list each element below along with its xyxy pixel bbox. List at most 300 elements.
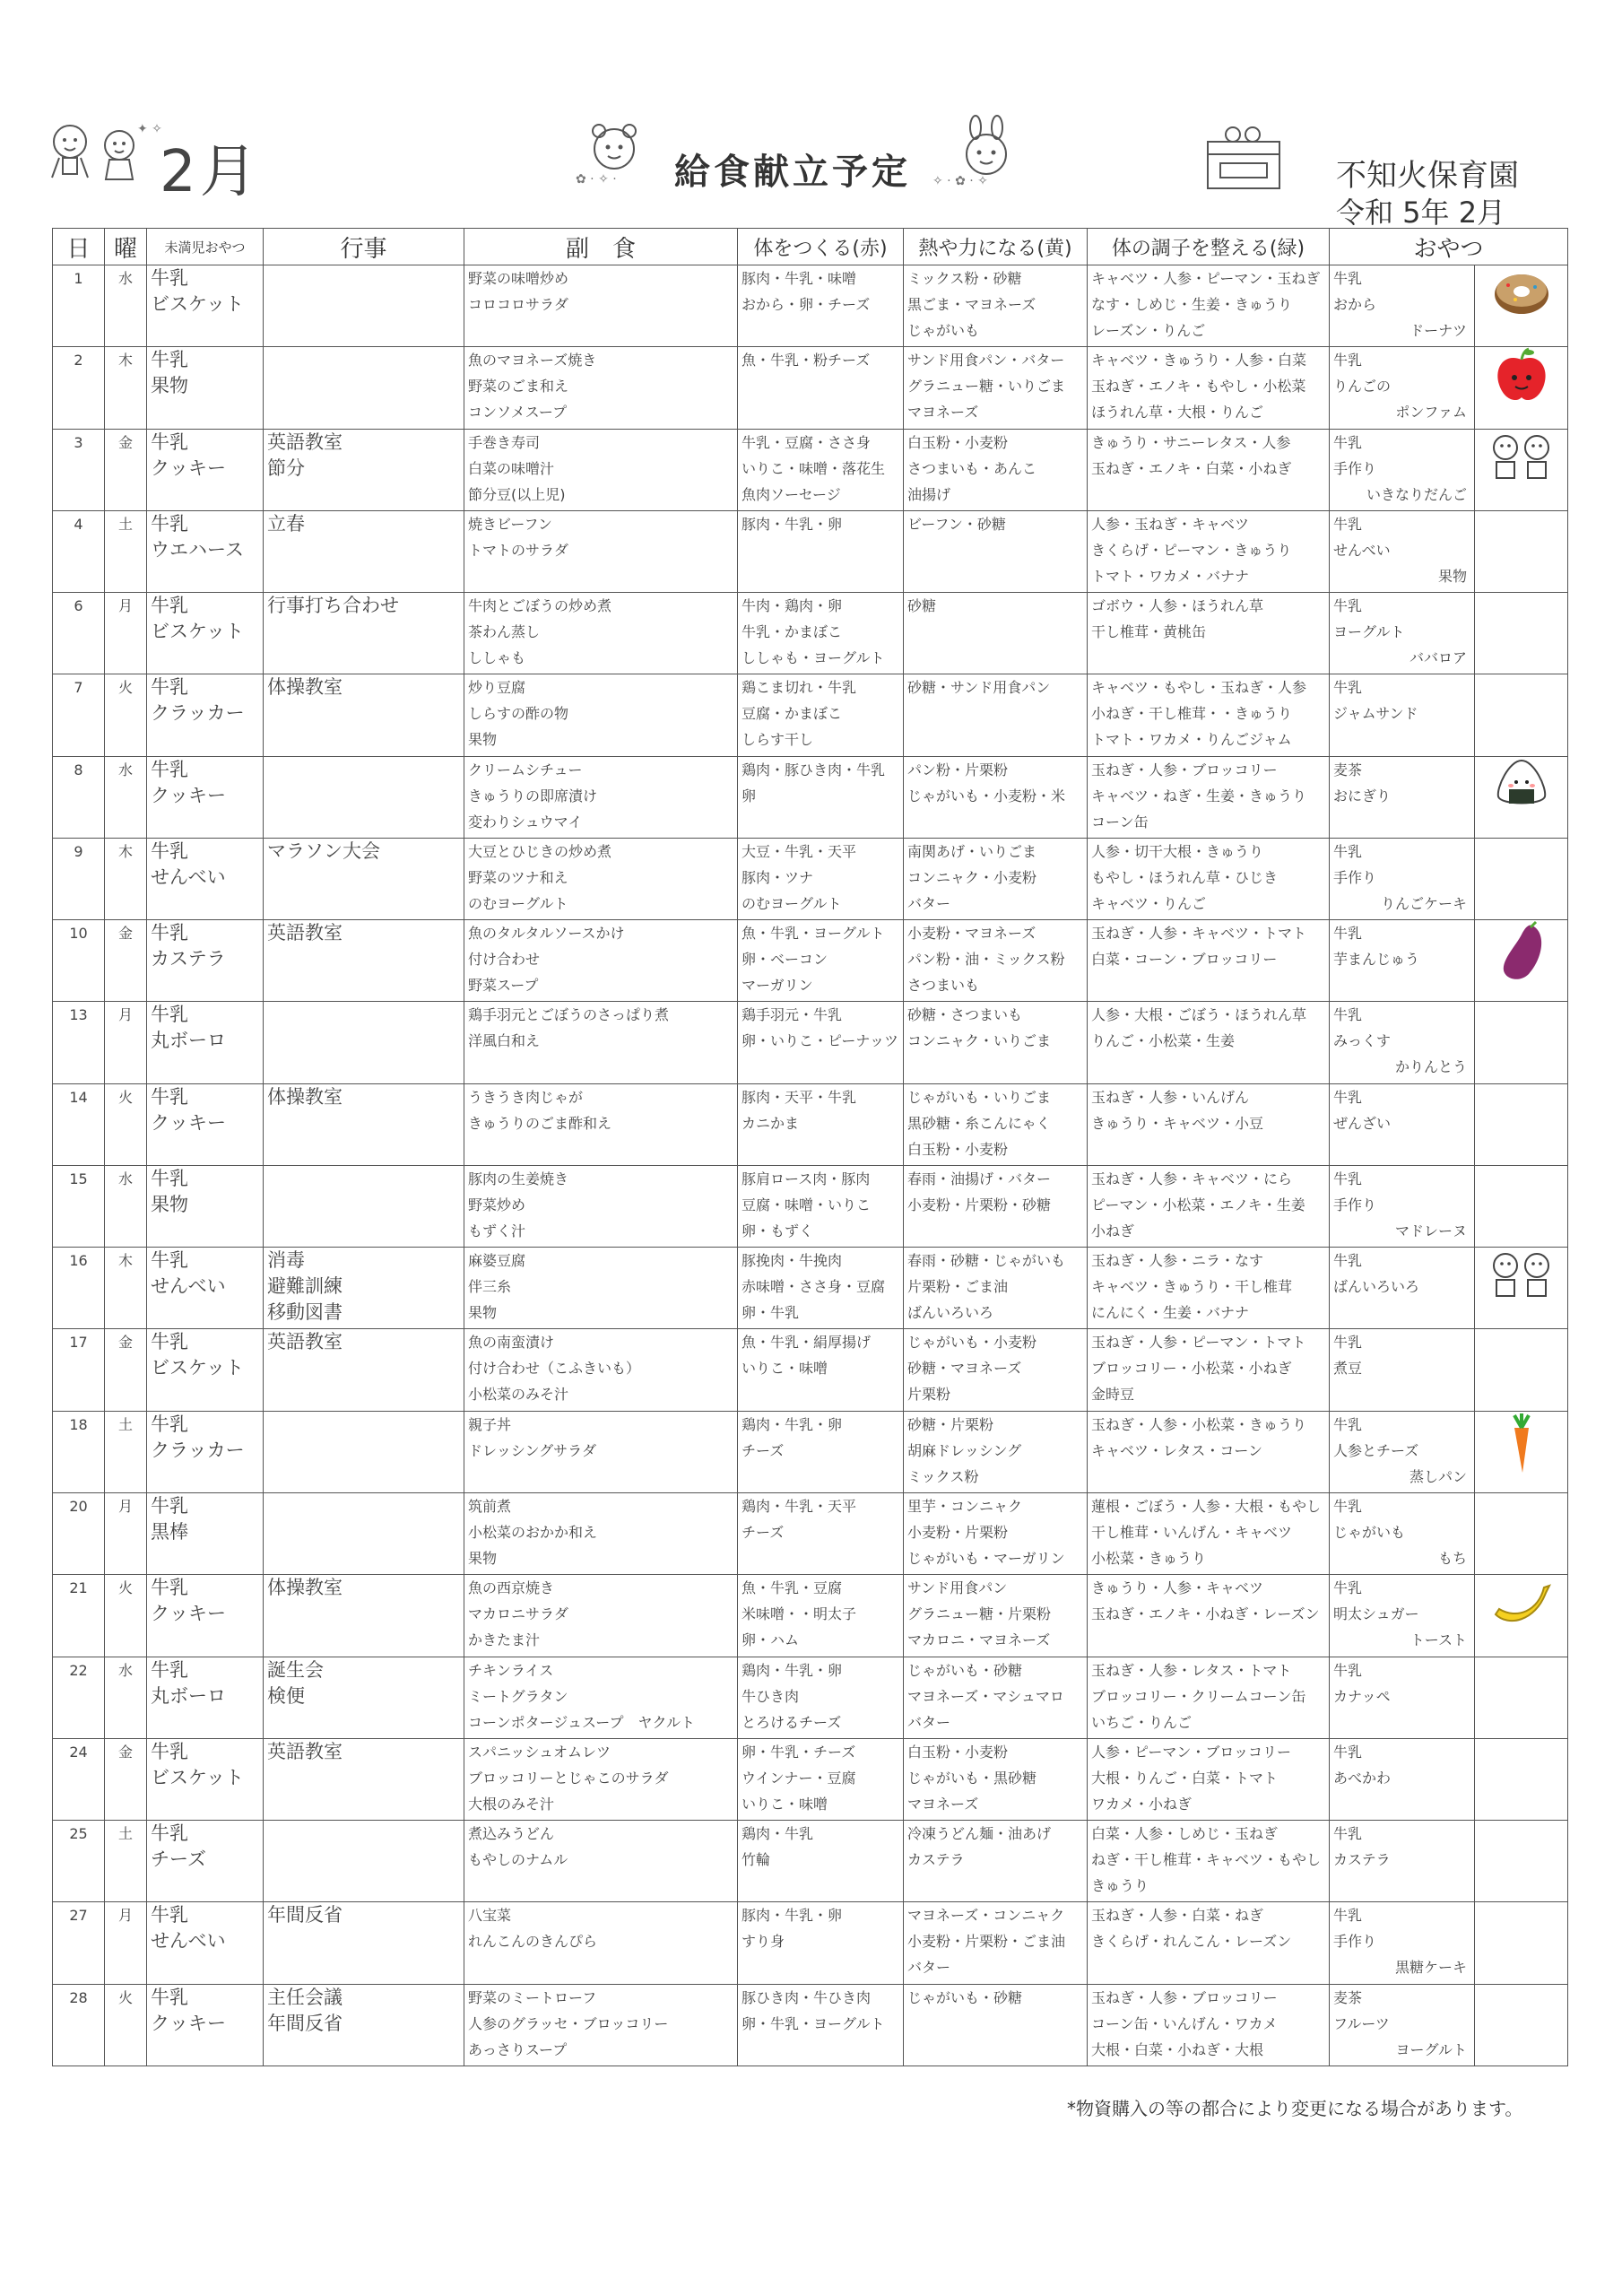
cell-line: 親子丼 <box>468 1415 512 1433</box>
cell-line: クッキー <box>151 784 226 806</box>
cell-line: ミックス粉 <box>907 1467 979 1485</box>
cell-line: かきたま汁 <box>468 1631 541 1649</box>
menu-row <box>53 510 1568 592</box>
red-foods-cell <box>738 510 904 592</box>
side-dish-cell <box>464 593 738 674</box>
cell-line: 鶏手羽元・牛乳 <box>742 1006 843 1024</box>
cell-line: 牛乳 <box>151 1494 188 1517</box>
cell-line: クリームシチュー <box>468 761 583 778</box>
cell-line: 人参・大根・ごぼう・ほうれん草 <box>1091 1006 1307 1024</box>
menu-row <box>53 1248 1568 1329</box>
cell-line: 牛ひき肉 <box>742 1687 800 1705</box>
cell-line: 金時豆 <box>1091 1386 1135 1404</box>
cell-line: 玉ねぎ・人参・ピーマン・トマト <box>1091 1334 1306 1352</box>
cell-line: クラッカー <box>151 702 245 725</box>
red-foods-cell <box>738 429 904 510</box>
cell-line: 白菜・コーン・ブロッコリー <box>1091 951 1278 969</box>
cell-line: 玉ねぎ・人参・ニラ・なす <box>1091 1252 1264 1270</box>
cell-line: グラニュー糖・片栗粉 <box>907 1605 1052 1623</box>
cell-line: しらす干し <box>742 731 814 749</box>
cell-line: 南関あげ・いりごま <box>907 842 1037 860</box>
green-foods-cell <box>1088 1083 1330 1165</box>
cell-line: 小松菜・きゅうり <box>1091 1549 1207 1567</box>
snack-illustration-cell <box>1475 756 1568 838</box>
event-cell <box>264 1821 464 1902</box>
cell-line: きゅうりのごま酢和え <box>468 1114 612 1132</box>
cell-line: カステラ <box>907 1851 965 1869</box>
cell-line: 体操教室 <box>267 1577 343 1599</box>
col-snack-header: おやつ <box>1330 229 1568 265</box>
cell-line: コーン缶・いんげん・ワカメ <box>1091 2014 1278 2032</box>
cell-line: 小麦粉・片栗粉 <box>907 1523 1009 1541</box>
cell-line: 豚肉・ツナ <box>742 868 814 886</box>
cell-line: 豚肉・牛乳・味噌 <box>742 270 857 287</box>
col-day-header: 日 <box>53 229 105 265</box>
cell-line: 魚肉ソーセージ <box>742 485 841 503</box>
cell-line: ミックス粉・砂糖 <box>907 270 1022 287</box>
cell-line: マドレーヌ <box>1394 1222 1467 1239</box>
cell-line: クッキー <box>151 1111 226 1134</box>
cell-line: じゃがいも・砂糖 <box>907 1988 1023 2006</box>
green-foods-cell <box>1088 1902 1330 1984</box>
weekday-cell: 火 <box>105 1984 147 2066</box>
cell-line: キャベツ・人参・ピーマン・玉ねぎ <box>1091 270 1321 287</box>
cell-line: パン粉・油・ミックス粉 <box>907 951 1065 969</box>
food-box-clipart-icon <box>1197 124 1296 196</box>
snack-illustration-cell <box>1475 1821 1568 1902</box>
cell-line: ばんいろいろ <box>1333 1278 1420 1296</box>
cell-line: ブロッコリーとじゃこのサラダ <box>468 1769 669 1787</box>
cell-line: 玉ねぎ・人参・ブロッコリー <box>1091 761 1278 778</box>
cell-line: 卵・牛乳・チーズ <box>742 1743 856 1761</box>
cell-line: 卵・牛乳 <box>742 1304 800 1322</box>
yellow-foods-cell <box>904 674 1088 756</box>
menu-row <box>53 429 1568 510</box>
red-foods-cell <box>738 1575 904 1657</box>
red-foods-cell <box>738 756 904 838</box>
side-dish-cell <box>464 1329 738 1411</box>
event-cell <box>264 593 464 674</box>
toddler-snack-cell <box>147 1165 264 1247</box>
cell-line: 白菜・人参・しめじ・玉ねぎ <box>1091 1825 1279 1843</box>
cell-line: ジャムサンド <box>1333 705 1418 723</box>
cell-line: コーンポタージュスープ ヤクルト <box>468 1713 695 1731</box>
green-foods-cell <box>1088 593 1330 674</box>
cell-line: せんべい <box>1333 541 1391 559</box>
cell-line: キャベツ・ねぎ・生姜・きゅうり <box>1091 787 1307 804</box>
menu-row <box>53 347 1568 429</box>
cell-line: 移動図書 <box>267 1301 343 1324</box>
cell-line: 牛乳 <box>1333 597 1363 615</box>
cell-line: ブロッコリー・小松菜・小ねぎ <box>1091 1360 1292 1378</box>
red-foods-cell <box>738 674 904 756</box>
cell-line: スパニッシュオムレツ <box>468 1743 612 1761</box>
cell-line: 牛乳 <box>1333 270 1363 287</box>
green-foods-cell <box>1088 756 1330 838</box>
cell-line: 鶏手羽元とごぼうのさっぱり煮 <box>468 1006 670 1024</box>
menu-row <box>53 1738 1568 1820</box>
cell-line: 行事打ち合わせ <box>267 595 399 617</box>
cell-line: 砂糖・サンド用食パン <box>907 679 1051 697</box>
weekday-cell: 金 <box>105 1329 147 1411</box>
cell-line: 玉ねぎ・人参・キャベツ・にら <box>1091 1170 1293 1187</box>
cell-line: トースト <box>1409 1631 1467 1649</box>
cell-line: 干し椎茸・黄桃缶 <box>1091 623 1207 641</box>
cell-line: じゃがいも <box>907 322 980 339</box>
nursery-name: 不知火保育園 <box>1336 158 1519 194</box>
cell-line: 牛乳 <box>1333 1252 1363 1270</box>
day-cell: 2 <box>53 347 105 429</box>
cell-line: 小麦粉・片栗粉・砂糖 <box>907 1196 1052 1213</box>
cell-line: サンド用食パン・バター <box>907 352 1065 370</box>
toddler-snack-cell <box>147 265 264 347</box>
bear-clipart-icon <box>574 115 672 187</box>
side-dish-cell <box>464 1002 738 1083</box>
cell-line: 炒り豆腐 <box>468 679 526 697</box>
day-cell: 15 <box>53 1165 105 1247</box>
cell-line: 丸ボーロ <box>151 1684 226 1707</box>
snack-cell <box>1330 510 1475 592</box>
cell-line: 牛乳 <box>1333 1497 1363 1515</box>
cell-line: 牛肉とごぼうの炒め煮 <box>468 597 612 615</box>
cell-line: じゃがいも・マーガリン <box>907 1549 1065 1567</box>
cell-line: キャベツ・もやし・玉ねぎ・人参 <box>1091 679 1307 697</box>
cell-line: 卵 <box>742 787 757 804</box>
menu-row <box>53 1657 1568 1738</box>
snack-cell <box>1330 1575 1475 1657</box>
cell-line: 魚・牛乳・豆腐 <box>742 1579 843 1597</box>
cell-line: マヨネーズ・マシュマロ <box>907 1687 1064 1705</box>
cell-line: 卵・ベーコン <box>742 951 828 969</box>
cell-line: 大豆とひじきの炒め煮 <box>468 842 612 860</box>
cell-line: のむヨーグルト <box>468 894 568 912</box>
cell-line: 小ねぎ・干し椎茸・・きゅうり <box>1091 705 1293 723</box>
cell-line: キャベツ・レタス・コーン <box>1091 1441 1263 1459</box>
cell-line: ワカメ・小ねぎ <box>1091 1795 1193 1813</box>
cell-line: 牛乳 <box>151 1658 188 1681</box>
cell-line: 年間反省 <box>267 1904 343 1926</box>
cell-line: 麦茶 <box>1333 761 1363 778</box>
side-dish-cell <box>464 1411 738 1492</box>
cell-line: 片栗粉 <box>907 1386 951 1404</box>
cell-line: 蒸しパン <box>1409 1467 1467 1485</box>
cell-line: ビスケット <box>151 621 244 643</box>
cell-line: せんべい <box>151 1930 226 1952</box>
weekday-cell: 月 <box>105 593 147 674</box>
menu-row <box>53 756 1568 838</box>
cell-line: 玉ねぎ・エノキ・小ねぎ・レーズン <box>1091 1605 1320 1623</box>
event-cell <box>264 265 464 347</box>
snack-cell <box>1330 920 1475 1002</box>
cell-line: 牛乳 <box>1333 1661 1363 1679</box>
weekday-cell: 火 <box>105 1575 147 1657</box>
weekday-cell: 水 <box>105 1657 147 1738</box>
side-dish-cell <box>464 1821 738 1902</box>
yellow-foods-cell <box>904 593 1088 674</box>
menu-row <box>53 1984 1568 2066</box>
cell-line: チーズ <box>742 1523 785 1541</box>
yellow-foods-cell <box>904 1329 1088 1411</box>
menu-row <box>53 1165 1568 1247</box>
menu-row <box>53 1411 1568 1492</box>
snack-cell <box>1330 1248 1475 1329</box>
cell-line: きゅうり・キャベツ・小豆 <box>1091 1114 1264 1132</box>
yellow-foods-cell <box>904 1492 1088 1574</box>
cell-line: 牛乳 <box>151 839 188 862</box>
cell-line: きゅうり <box>1091 1877 1149 1895</box>
red-foods-cell <box>738 1411 904 1492</box>
cell-line: ミートグラタン <box>468 1687 568 1705</box>
cell-line: サンド用食パン <box>907 1579 1008 1597</box>
cell-line: クッキー <box>151 457 226 479</box>
cell-line: 誕生会 <box>267 1658 324 1681</box>
event-cell <box>264 1165 464 1247</box>
toddler-snack-cell <box>147 1575 264 1657</box>
month-label: 2月 <box>160 139 261 205</box>
carrot-icon <box>1500 1463 1543 1480</box>
col-side-dish-header: 副 食 <box>464 229 738 265</box>
cell-line: おにぎり <box>1333 787 1392 804</box>
cell-line: もやしのナムル <box>468 1851 568 1869</box>
yellow-foods-cell <box>904 1984 1088 2066</box>
menu-body <box>53 265 1568 2066</box>
cell-line: 人参・ピーマン・ブロッコリー <box>1091 1743 1292 1761</box>
apple-icon <box>1490 393 1553 410</box>
cell-line: 牛乳・豆腐・ささ身 <box>742 433 872 451</box>
cell-line: 冷凍うどん麺・油あげ <box>907 1825 1052 1843</box>
weekday-cell: 火 <box>105 1083 147 1165</box>
toddler-snack-cell <box>147 674 264 756</box>
event-cell <box>264 920 464 1002</box>
cell-line: 伴三糸 <box>468 1278 512 1296</box>
green-foods-cell <box>1088 429 1330 510</box>
cell-line: カナッペ <box>1333 1687 1391 1705</box>
cell-line: 牛乳 <box>151 1004 188 1026</box>
snack-illustration-cell <box>1475 265 1568 347</box>
cell-line: 油揚げ <box>907 485 951 503</box>
toddler-snack-cell <box>147 920 264 1002</box>
cell-line: クッキー <box>151 1603 226 1625</box>
col-toddler-snack-header: 未満児おやつ <box>147 229 264 265</box>
weekday-cell: 木 <box>105 1248 147 1329</box>
cell-line: キャベツ・きゅうり・干し椎茸 <box>1091 1278 1293 1296</box>
cell-line: 魚・牛乳・絹厚揚げ <box>742 1334 872 1352</box>
cell-line: 検便 <box>267 1684 305 1707</box>
event-cell <box>264 1492 464 1574</box>
cell-line: 避難訓練 <box>267 1275 343 1298</box>
day-cell: 25 <box>53 1821 105 1902</box>
cell-line: おから <box>1333 296 1377 313</box>
col-red-header: 体をつくる(赤) <box>738 229 904 265</box>
cell-line: チーズ <box>151 1848 206 1871</box>
green-foods-cell <box>1088 347 1330 429</box>
cell-line: 茶わん蒸し <box>468 623 541 641</box>
cell-line: 牛乳 <box>151 512 188 535</box>
donut-icon <box>1490 306 1553 323</box>
toddler-snack-cell <box>147 838 264 919</box>
cell-line: 人参のグラッセ・ブロッコリー <box>468 2014 669 2032</box>
menu-row <box>53 1821 1568 1902</box>
cell-line: みっくす <box>1333 1032 1392 1050</box>
day-cell: 16 <box>53 1248 105 1329</box>
sweet-potato-icon <box>1496 971 1547 988</box>
svg-text:✿ · ✧ ·: ✿ · ✧ · <box>576 172 617 187</box>
side-dish-cell <box>464 674 738 756</box>
cell-line: 玉ねぎ・エノキ・もやし・小松菜 <box>1091 378 1306 396</box>
side-dish-cell <box>464 1165 738 1247</box>
side-dish-cell <box>464 1492 738 1574</box>
cell-line: 鶏肉・牛乳・卵 <box>742 1415 843 1433</box>
banana-icon <box>1490 1615 1553 1632</box>
red-foods-cell <box>738 593 904 674</box>
cell-line: 黒ごま・マヨネーズ <box>907 296 1037 313</box>
event-cell <box>264 1575 464 1657</box>
green-foods-cell <box>1088 1738 1330 1820</box>
cell-line: 魚のマヨネーズ焼き <box>468 352 597 370</box>
cell-line: せんべい <box>151 1275 226 1298</box>
snack-illustration-cell <box>1475 347 1568 429</box>
page-title: 給食献立予定 <box>674 152 911 193</box>
red-foods-cell <box>738 1329 904 1411</box>
event-cell <box>264 429 464 510</box>
toddler-snack-cell <box>147 1411 264 1492</box>
cell-line: マーガリン <box>742 977 813 995</box>
toddler-snack-cell <box>147 510 264 592</box>
side-dish-cell <box>464 1248 738 1329</box>
cell-line: 魚・牛乳・ヨーグルト <box>742 925 885 943</box>
cell-line: マカロニサラダ <box>468 1605 568 1623</box>
cell-line: パン粉・片栗粉 <box>907 761 1009 778</box>
red-foods-cell <box>738 1821 904 1902</box>
day-cell: 14 <box>53 1083 105 1165</box>
event-cell <box>264 1902 464 1984</box>
cell-line: 小ねぎ <box>1091 1222 1135 1239</box>
cell-line: 牛乳 <box>1333 1006 1363 1024</box>
cell-line: 人参とチーズ <box>1333 1441 1419 1459</box>
yellow-foods-cell <box>904 1165 1088 1247</box>
weekday-cell: 土 <box>105 1411 147 1492</box>
yellow-foods-cell <box>904 1902 1088 1984</box>
cell-line: 卵・牛乳・ヨーグルト <box>742 2014 885 2032</box>
toddler-snack-cell <box>147 756 264 838</box>
cell-line: 牛乳 <box>151 1413 188 1435</box>
cell-line: クッキー <box>151 2012 226 2034</box>
red-foods-cell <box>738 838 904 919</box>
red-foods-cell <box>738 1657 904 1738</box>
event-cell <box>264 838 464 919</box>
cell-line: 蓮根・ごぼう・人参・大根・もやし <box>1091 1497 1322 1515</box>
cell-line: 鶏肉・牛乳・卵 <box>742 1661 843 1679</box>
cell-line: 牛乳 <box>1333 1743 1363 1761</box>
cell-line: あっさりスープ <box>468 2040 568 2058</box>
cell-line: 牛乳 <box>151 595 188 617</box>
toddler-snack-cell <box>147 1984 264 2066</box>
cell-line: 竹輪 <box>742 1851 771 1869</box>
toddler-snack-cell <box>147 1492 264 1574</box>
cell-line: 胡麻ドレッシング <box>907 1441 1022 1459</box>
green-foods-cell <box>1088 1411 1330 1492</box>
cell-line: 卵・ハム <box>742 1631 800 1649</box>
page-header <box>0 0 1622 233</box>
cell-line: 魚の西京焼き <box>468 1579 555 1597</box>
cell-line: ほうれん草・大根・りんご <box>1091 404 1264 422</box>
cell-line: 里芋・コンニャク <box>907 1497 1023 1515</box>
cell-line: 牛乳 <box>151 430 188 453</box>
cell-line: 豚肉・天平・牛乳 <box>742 1088 857 1106</box>
cell-line: 玉ねぎ・人参・いんげん <box>1091 1088 1250 1106</box>
green-foods-cell <box>1088 265 1330 347</box>
cell-line: 大根のみそ汁 <box>468 1795 555 1813</box>
snack-illustration-cell <box>1475 674 1568 756</box>
cell-line: 魚のタルタルソースかけ <box>468 925 625 943</box>
green-foods-cell <box>1088 1575 1330 1657</box>
snack-illustration-cell <box>1475 838 1568 919</box>
cell-line: 牛乳 <box>151 349 188 371</box>
green-foods-cell <box>1088 1984 1330 2066</box>
cell-line: 牛乳 <box>1333 842 1363 860</box>
snack-illustration-cell <box>1475 593 1568 674</box>
cell-line: 玉ねぎ・人参・白菜・ねぎ <box>1091 1907 1264 1925</box>
cell-line: ヨーグルト <box>1333 623 1405 641</box>
cell-line: 白玉粉・小麦粉 <box>907 433 1009 451</box>
cell-line: りんごの <box>1333 378 1392 396</box>
side-dish-cell <box>464 1984 738 2066</box>
menu-row <box>53 1002 1568 1083</box>
toddler-snack-cell <box>147 1902 264 1984</box>
green-foods-cell <box>1088 1821 1330 1902</box>
cell-line: ねぎ・干し椎茸・キャベツ・もやし <box>1091 1851 1322 1869</box>
event-cell <box>264 1984 464 2066</box>
cell-line: 洋風白和え <box>468 1032 541 1050</box>
cell-line: 牛乳 <box>1333 515 1363 533</box>
snack-illustration-cell <box>1475 920 1568 1002</box>
weekday-cell: 金 <box>105 920 147 1002</box>
cell-line: 八宝菜 <box>468 1907 512 1925</box>
toddler-snack-cell <box>147 1083 264 1165</box>
cell-line: ビスケット <box>151 1766 244 1788</box>
snack-cell <box>1330 429 1475 510</box>
toddler-snack-cell <box>147 1738 264 1820</box>
cell-line: キャベツ・きゅうり・人参・白菜 <box>1091 352 1307 370</box>
cell-line: 芋まんじゅう <box>1333 951 1420 969</box>
yellow-foods-cell <box>904 1575 1088 1657</box>
cell-line: 砂糖・片栗粉 <box>907 1415 994 1433</box>
cell-line: 牛乳 <box>151 676 188 699</box>
cell-line: さつまいも・あんこ <box>907 459 1037 477</box>
cell-line: 牛乳 <box>151 267 188 289</box>
weekday-cell: 水 <box>105 1165 147 1247</box>
cell-line: 丸ボーロ <box>151 1030 226 1052</box>
toddler-snack-cell <box>147 593 264 674</box>
yellow-foods-cell <box>904 1738 1088 1820</box>
snack-illustration-cell <box>1475 429 1568 510</box>
day-cell: 8 <box>53 756 105 838</box>
green-foods-cell <box>1088 1492 1330 1574</box>
cell-line: さつまいも <box>907 977 980 995</box>
menu-row <box>53 1575 1568 1657</box>
cell-line: じゃがいも・小麦粉 <box>907 1334 1037 1352</box>
menu-row <box>53 1492 1568 1574</box>
cell-line: もやし・ほうれん草・ひじき <box>1091 868 1279 886</box>
cell-line: ポンファム <box>1395 404 1467 422</box>
cell-line: 牛乳 <box>151 758 188 780</box>
cell-line: 大根・白菜・小ねぎ・大根 <box>1091 2040 1264 2058</box>
cell-line: 手作り <box>1333 459 1377 477</box>
cell-line: ブロッコリー・クリームコーン缶 <box>1091 1687 1306 1705</box>
cell-line: 牛乳 <box>151 1331 188 1353</box>
cell-line: 付け合わせ <box>468 951 541 969</box>
event-cell <box>264 1411 464 1492</box>
